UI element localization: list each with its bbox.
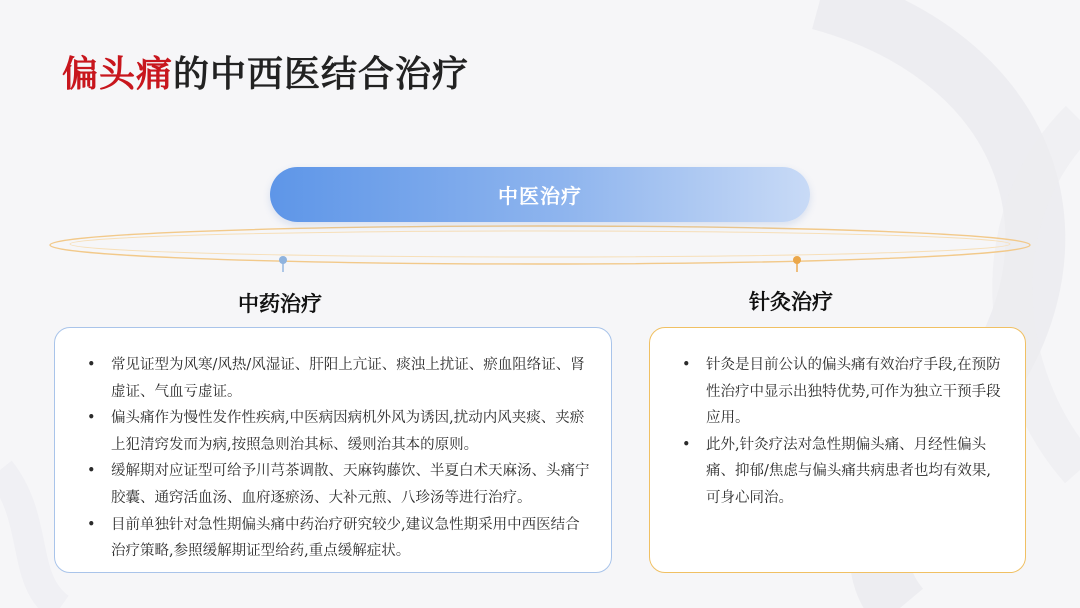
list-item-text: 针灸是目前公认的偏头痛有效治疗手段,在预防性治疗中显示出独特优势,可作为独立干预手段应用。 (706, 357, 1001, 427)
page-title (62, 48, 469, 100)
section-heading-acupuncture: 针灸治疗 (749, 289, 833, 314)
list-item (87, 405, 591, 458)
list-item (87, 458, 591, 511)
list-item-text: 常见证型为风寒/风热/风湿证、肝阳上亢证、痰浊上扰证、瘀血阻络证、肾虚证、气血亏虚证。 (111, 357, 585, 400)
bullet-dot: • (87, 516, 96, 533)
list-item-text: 此外,针灸疗法对急性期偏头痛、月经性偏头痛、抑郁/焦虑与偏头痛共病患者也均有效果,可身心同治。 (706, 436, 991, 506)
list-item-text: 缓解期对应证型可给予川芎茶调散、天麻钩藤饮、半夏白术天麻汤、头痛宁胶囊、通窍活血汤、血府逐瘀汤、大补元煎、八珍汤等进行治疗。 (111, 463, 590, 506)
acupuncture-bullet-list (682, 352, 1002, 512)
list-item (87, 352, 591, 405)
herbal-bullet-list (87, 352, 591, 565)
left-connector-dot (279, 256, 287, 264)
bullet-dot: • (87, 463, 96, 480)
list-item (682, 432, 1002, 512)
bullet-dot: • (87, 410, 96, 427)
title-highlight: 偏头痛 (62, 53, 174, 95)
list-item (682, 352, 1002, 432)
title-rest: 的中西医结合治疗 (173, 53, 470, 95)
bullet-dot: • (682, 357, 691, 373)
banner-pill (270, 167, 810, 222)
list-item-text: 目前单独针对急性期偏头痛中药治疗研究较少,建议急性期采用中西医结合治疗策略,参照缓解期证型给药,重点缓解症状。 (111, 516, 580, 560)
right-connector-dot (793, 256, 801, 264)
bullet-dot: • (682, 436, 691, 453)
bullet-dot: • (87, 357, 96, 373)
banner-label: 中医治疗 (498, 184, 582, 208)
section-heading-herbal: 中药治疗 (238, 291, 322, 316)
list-item (87, 512, 591, 565)
list-item-text: 偏头痛作为慢性发作性疾病,中医病因病机外风为诱因,扰动内风夹痰、夹瘀上犯清窍发而为病,按照急则治其标、缓则治其本的原则。 (111, 410, 585, 453)
